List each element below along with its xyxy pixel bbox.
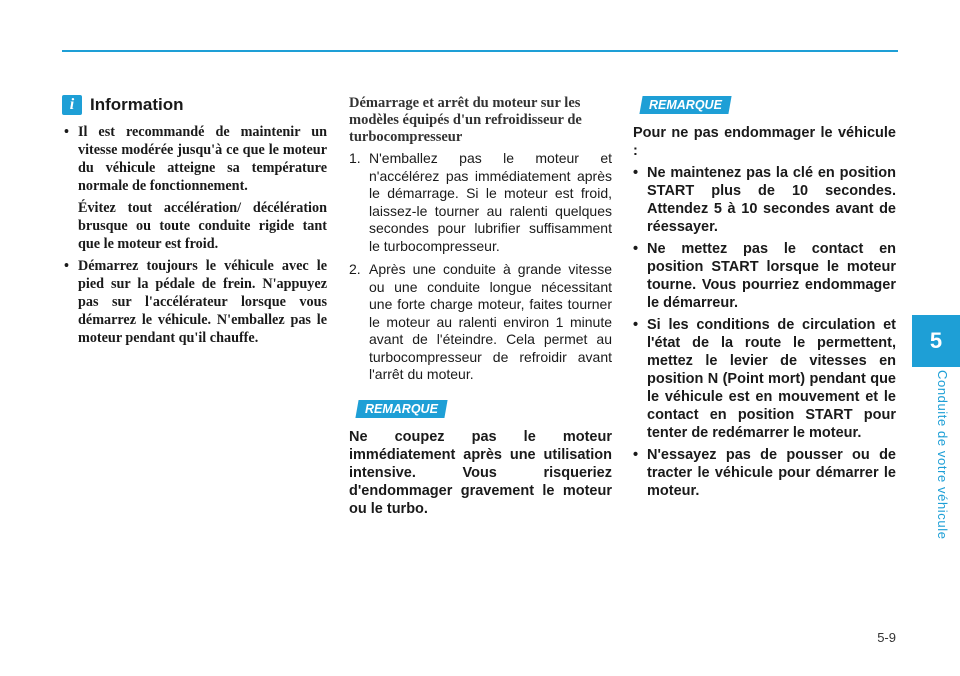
note-list bbox=[633, 164, 896, 500]
list-item: • Ne maintenez pas la clé en position START plus de 10 secondes. Attendez 5 à 10 secondes avant de réessayer. bbox=[633, 164, 896, 236]
information-header bbox=[62, 95, 327, 115]
step-text: N'emballez pas le moteur et n'accélérez pas immédiatement après le démarrage. Si le moteur est froid, laissez-le tourner au ralenti quelques secondes pour lubrifier suffisamment le turbocompresseur. bbox=[369, 150, 612, 254]
chapter-title: Conduite de votre véhicule bbox=[935, 370, 950, 540]
list-item bbox=[62, 123, 327, 253]
info-icon: i bbox=[62, 95, 82, 115]
list-item bbox=[62, 257, 327, 347]
top-rule bbox=[62, 50, 898, 52]
step-number: 2. bbox=[349, 261, 361, 277]
information-title: Information bbox=[90, 95, 184, 114]
note-intro: Pour ne pas endommager le véhicule : bbox=[633, 125, 896, 159]
turbo-steps bbox=[349, 150, 612, 384]
list-item bbox=[349, 261, 612, 384]
info-text: • Il est recommandé de maintenir un vitesse modérée jusqu'à ce que le moteur du véhicule atteigne sa température normale de fonctionnement. bbox=[78, 124, 327, 194]
chapter-tab: 5 bbox=[912, 315, 960, 367]
list-item bbox=[349, 150, 612, 255]
page-number: 5-9 bbox=[877, 630, 896, 645]
list-item: • N'essayez pas de pousser ou de tracter le véhicule pour démarrer le moteur. bbox=[633, 446, 896, 500]
information-list bbox=[62, 123, 327, 347]
turbo-column bbox=[349, 95, 612, 518]
section-title: Démarrage et arrêt du moteur sur les modèles équipés d'un refroidisseur de turbocompresseur bbox=[349, 95, 582, 145]
note-column bbox=[633, 92, 896, 504]
list-item: • Si les conditions de circulation et l'état de la route le permettent, mettez le levier de vitesses en position N (Point mort) pendant que le véhicule est en mouvement et le contact en position START pour tenter de redémarrer le moteur. bbox=[633, 316, 896, 442]
list-item: • Ne mettez pas le contact en position START lorsque le moteur tourne. Vous pourriez endommager le démarreur. bbox=[633, 240, 896, 312]
step-text: Après une conduite à grande vitesse ou une conduite longue nécessitant une forte charge moteur, faites tourner le moteur au ralenti environ 1 minute avant de l'éteindre. Cela permet au turbocompresseur de refroidir avant l'arrêt du moteur. bbox=[369, 261, 612, 382]
note-badge: REMARQUE bbox=[355, 400, 447, 418]
note-badge: REMARQUE bbox=[639, 96, 731, 114]
step-number: 1. bbox=[349, 150, 361, 166]
info-text: Évitez tout accélération/ décélération brusque ou toute conduite rigide tant que le moteur est froid. bbox=[78, 200, 327, 252]
note-text: Ne coupez pas le moteur immédiatement après une utilisation intensive. Vous risqueriez d'endommager gravement le moteur ou le turbo. bbox=[349, 428, 612, 517]
information-column bbox=[62, 95, 327, 351]
info-text: • Démarrez toujours le véhicule avec le pied sur la pédale de frein. N'appuyez pas sur l'accélérateur lorsque vous démarrez le véhicule. N'emballez pas le moteur pendant qu'il chauffe. bbox=[78, 258, 327, 346]
